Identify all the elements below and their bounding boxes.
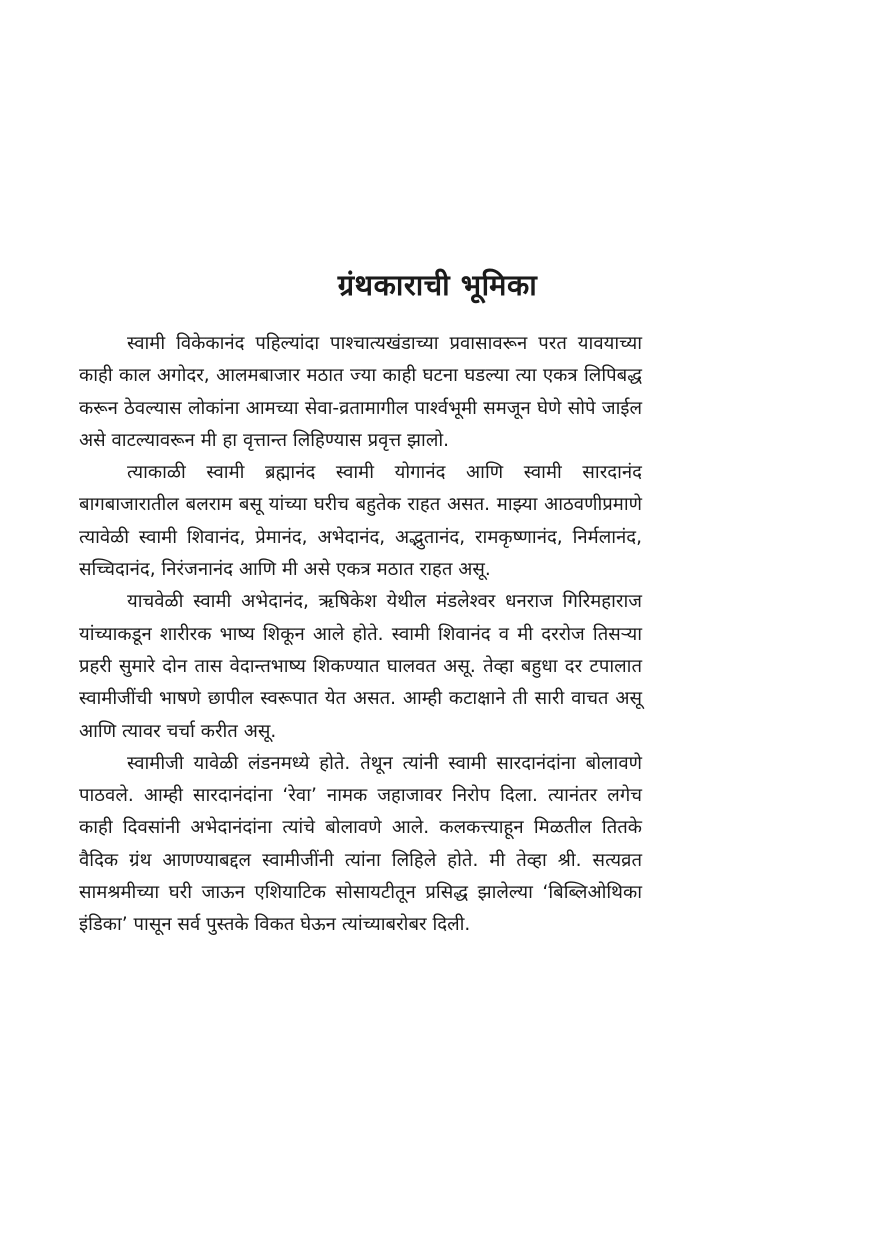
paragraph-4: स्वामीजी यावेळी लंडनमध्ये होते. तेथून त्यांनी स्वामी सारदानंदांना बोलावणे पाठवले. आम्ही सारदानंदांना ‘रेवा’ नामक जहाजावर निरोप दिला. त्यानंतर लगेच काही दिवसांनी अभेदानंदांना त्यांचे बोलावणे आले. कलकत्त्याहून मिळतील तितके वैदिक ग्रंथ आणण्याबद्दल स्वामीजींनी त्यांना लिहिले होते. मी तेव्हा श्री. सत्यव्रत सामश्रमीच्या घरी जाऊन एशियाटिक सोसायटीतून प्रसिद्ध झालेल्या ‘बिब्लिओथिका इंडिका’ पासून सर्व पुस्तके विकत घेऊन त्यांच्याबरोबर दिली. <box>79 752 642 936</box>
paragraph-3: याचवेळी स्वामी अभेदानंद, ऋषिकेश येथील मंडलेश्वर धनराज गिरिमहाराज यांच्याकडून शारीरक भाष्य शिकून आले होते. स्वामी शिवानंद व मी दररोज तिसऱ्या प्रहरी सुमारे दोन तास वेदान्तभाष्य शिकण्यात घालवत असू. तेव्हा बहुधा दर टपालात स्वामीजींची भाषणे छापील स्वरूपात येत असत. आम्ही कटाक्षाने ती सारी वाचत असू आणि त्यावर चर्चा करीत असू. <box>79 591 642 742</box>
paragraph-2: त्याकाळी स्वामी ब्रह्मानंद स्वामी योगानंद आणि स्वामी सारदानंद बागबाजारातील बलराम बसू यांच्या घरीच बहुतेक राहत असत. माझ्या आठवणीप्रमाणे त्यावेळी स्वामी शिवानंद, प्रेमानंद, अभेदानंद, अद्भुतानंद, रामकृष्णानंद, निर्मलानंद, सच्चिदानंद, निरंजनानंद आणि मी असे एकत्र मठात राहत असू. <box>79 462 642 581</box>
body-text <box>79 328 642 942</box>
page-title: ग्रंथकाराची भूमिका <box>337 268 538 302</box>
paragraph-1: स्वामी विकेकानंद पहिल्यांदा पाश्चात्यखंडाच्या प्रवासावरून परत यावयाच्या काही काल अगोदर, आलमबाजार मठात ज्या काही घटना घडल्या त्या एकत्र लिपिबद्ध करून ठेवल्यास लोकांना आमच्या सेवा-व्रतामागील पार्श्वभूमी समजून घेणे सोपे जाईल असे वाटल्यावरून मी हा वृत्तान्त लिहिण्यास प्रवृत्त झालो. <box>79 333 642 451</box>
